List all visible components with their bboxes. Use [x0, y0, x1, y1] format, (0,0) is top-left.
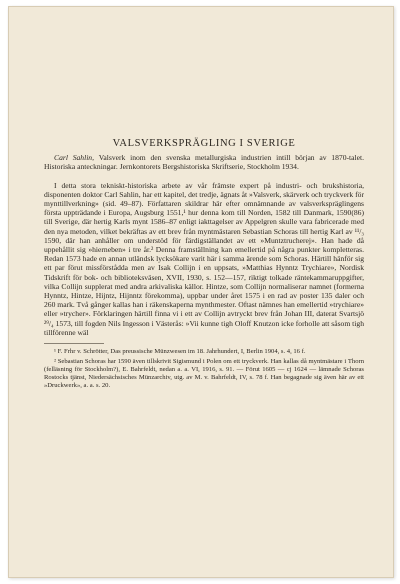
book-details: Valsverk inom den svenska metallurgiska industrien intill början av 1870-talet. Historiska anteckningar. Jernkontorets Bergshistoriska Skriftserie, Stockholm 1934.	[44, 153, 364, 172]
book-author: Carl Sahlin,	[54, 153, 94, 163]
footnote-2: ² Sebastian Schoras har 1590 även tillskrivit Sigismund i Polen om ett tryckverk. Han kallas då myntmästare i Thorn (felläsning för Stockholm?), E. Bahrfeldt, nedan a. a. VI, 1916, s. 91. — Förut 1605 — cj 1624 — lämnade Schoras Rostocks tjänst, Niedersächsisches Münzarchiv, utg. av M. v. Bahrfeldt, IV, s. 78 f. Han begagnade sig även här av ett »Druckwerk», a. a. s. 20.	[44, 358, 364, 390]
article-content	[44, 139, 364, 392]
footnote-divider	[44, 343, 104, 344]
article-title: VALSVERKSPRÄGLING I SVERIGE	[112, 138, 296, 149]
article-body: I detta stora tekniskt-historiska arbete av vår främste expert på industri- och brukshistoria, disponenten doktor Carl Sahlin, har ett kapitel, det tredje, ägnats åt »Valsverk, skärverk och tryckverk för mynttillverkning» (sid. 49–87). Författaren skildrar här efter omnämnande av valsverkspräglingens första uppträdande i Europa, Augsburg 1551,¹ hur denna kom till Norden, 1582 till Danmark, 1590(86) till Sverige, där hertig Karls mynt 1586–87 enligt iakttagelser av Appelgren skulle vara fabricerade med den nya metoden, vilket bekräftas av ett brev från myntmästaren Sebastian Schoras till hertig Karl av ¹¹/₃ 1590, där han anhåller om understöd för färdigställandet av ett »Muntztrucherej». Han hade då uppehållit sig »hierneben» i tre år.² Denna framställning kan emellertid på några punkter kompletteras. Redan 1573 hade en annan utländsk lycksökare varit här i samma ärende som Schoras. Härtill hänför sig ett par förut missförstådda men av Isak Collijn i en uppsats, »Matthias Hynntz Trychiare», Nordisk Tidskrift för bok- och biblioteksväsen, XVII, 1930, s. 152—157, riktigt tolkade räntekammaruppgifter, vilka Collijn supplerat med andra arkivaliska källor. Hintze, som Collijn normaliserar namnet (formerna Hynntz, Hintze, Hijntz, Hijnntz förekomma), uppbar under året 1575 i en rad av poster 135 daler och 260 mark. Två gånger kallas han i räkenskaperna mynthmester. Oftast nämnes han emellertid »trychiare» eller »trycher». Förklaringen härtill finna vi i ett av Collijn avtryckt brev från Johan III, daterat Svartsjö ²⁹/₄ 1573, till fogden Nils Ingesson i Västerås: »Vii kunne tigh Oloff Knutzon icke forholle att såsom tigh tillförenne wäl	[44, 180, 364, 337]
book-reference	[44, 153, 364, 171]
document-page	[8, 6, 394, 578]
footnote-1: ¹ F. Frhr v. Schrötter, Das preussische Münzwesen im 18. Jahrhundert, I, Berlin 1904, s. 4, 16 f.	[54, 348, 306, 356]
